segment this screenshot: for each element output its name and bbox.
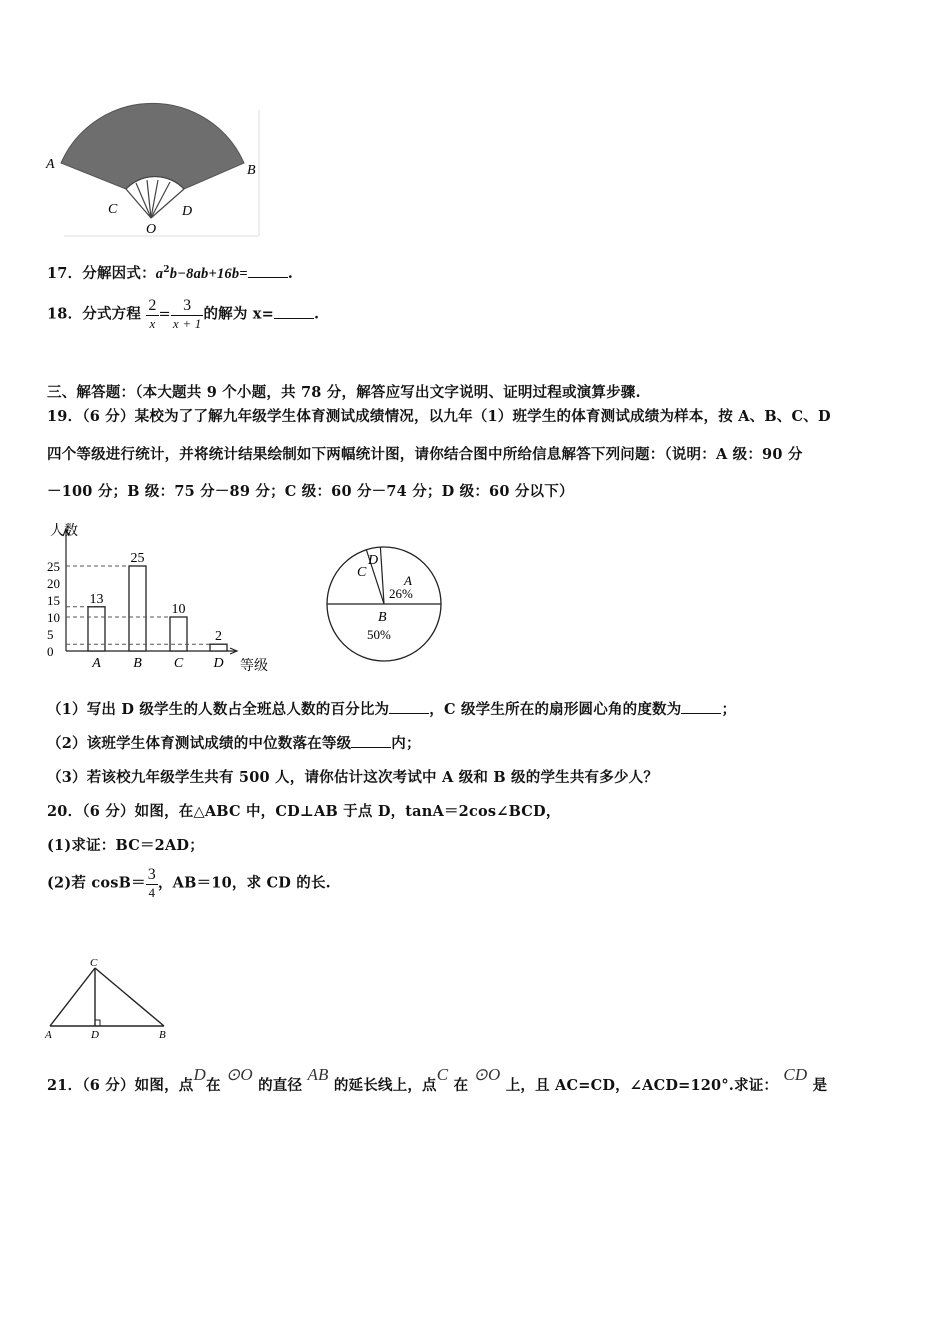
q21-text-5: 上，且 AC=CD，∠ACD=120°.求证： xyxy=(505,1077,779,1094)
bar-category-label: B xyxy=(133,656,142,671)
q17-answer-blank[interactable] xyxy=(248,265,288,278)
q21-point-c: C xyxy=(436,1065,449,1084)
q19-sub1-blank-1[interactable] xyxy=(389,701,429,714)
triangle-label-c: C xyxy=(90,957,98,969)
bar-value-label: 10 xyxy=(171,602,186,617)
bar xyxy=(170,617,187,651)
pie-label-a: A xyxy=(404,573,412,588)
q18-frac1-den: x xyxy=(146,315,158,332)
fan-label-a: A xyxy=(46,157,55,172)
fan-figure xyxy=(44,100,264,240)
bar xyxy=(129,566,146,651)
q21-segment-ab: AB xyxy=(307,1065,329,1084)
triangle-label-a: A xyxy=(45,1029,52,1041)
bar xyxy=(210,644,227,651)
q19-sub2-blank[interactable] xyxy=(351,735,391,748)
q19-sub1-text-c: ； xyxy=(721,701,737,718)
q18-frac1-num: 2 xyxy=(148,297,157,314)
side-ac xyxy=(50,968,95,1026)
bar-x-label: 等级 xyxy=(240,659,268,674)
q19-sub1-text-a: （1）写出 D 级学生的人数占全班总人数的百分比为 xyxy=(47,701,390,718)
q21-segment-cd: CD xyxy=(783,1065,808,1084)
bar-y-tick-label: 10 xyxy=(47,610,60,625)
fan-label-c: C xyxy=(108,202,118,217)
pie-label-a-percent: 26% xyxy=(389,586,413,601)
q17-end: . xyxy=(287,265,294,282)
q18-fraction-1 xyxy=(146,297,158,332)
q19-line-2: 四个等级进行统计，并将统计结果绘制如下两幅统计图，请你结合图中所给信息解答下列问题：（说明：A 级：90 分 xyxy=(47,446,803,463)
q20-frac-num: 3 xyxy=(147,866,156,883)
q18-frac2-num: 3 xyxy=(183,297,192,314)
triangle-label-d: D xyxy=(91,1029,99,1041)
pie-label-c: C xyxy=(357,565,367,580)
q19-sub1-blank-2[interactable] xyxy=(681,701,721,714)
q19-sub-3: （3）若该校九年级学生共有 500 人，请你估计这次考试中 A 级和 B 级的学生共有多少人？ xyxy=(47,769,659,786)
q19-sub2-text-b: 内； xyxy=(391,735,421,752)
fan-label-b: B xyxy=(247,163,256,178)
q21-point-d: D xyxy=(193,1065,206,1084)
q21-text-1: 在 xyxy=(205,1077,221,1094)
q20-line-1: 20．（6 分）如图，在△ABC 中，CD⊥AB 于点 D，tanA＝2cos∠BCD， xyxy=(47,803,561,820)
bar-value-label: 2 xyxy=(215,629,222,645)
triangle-figure xyxy=(42,954,182,1044)
q20-frac-den: 4 xyxy=(146,884,158,901)
q19-sub2-text-a: （2）该班学生体育测试成绩的中位数落在等级 xyxy=(47,735,352,752)
q21-text-2: 的直径 xyxy=(258,1077,303,1094)
q20-line3-text-b: ，AB＝10，求 CD 的长. xyxy=(157,874,331,892)
q19-sub1-text-b: ，C 级学生所在的扇形圆心角的度数为 xyxy=(429,701,682,718)
q21-circle-o-1: ⊙O xyxy=(225,1065,253,1084)
q18-end: . xyxy=(314,305,320,323)
bar-value-label: 25 xyxy=(130,551,145,566)
q21-text-6: 是 xyxy=(812,1077,828,1094)
bar-y-label: 人数 xyxy=(50,524,78,539)
fan-label-o: O xyxy=(146,222,157,237)
bar-y-tick-label: 20 xyxy=(47,576,60,591)
q20-line3-text-a: (2)若 cosB＝ xyxy=(47,874,146,892)
fan-ribs xyxy=(126,177,184,218)
question-18 xyxy=(47,297,319,332)
q20-fraction xyxy=(146,866,158,901)
q21-text-4: 在 xyxy=(453,1077,469,1094)
bar-chart xyxy=(44,520,284,680)
pie-label-b-percent: 50% xyxy=(367,627,391,642)
q18-prefix: 分式方程 xyxy=(82,305,142,323)
q21-number: 21．（6 分）如图，点 xyxy=(47,1077,194,1094)
q17-number: 17． xyxy=(47,265,83,282)
pie-label-d: D xyxy=(368,553,379,568)
q18-fraction-2 xyxy=(171,297,204,332)
q18-answer-blank[interactable] xyxy=(274,306,314,319)
q19-line-3: －100 分；B 级：75 分－89 分；C 级：60 分－74 分；D 级：60 分以下） xyxy=(47,483,574,500)
q18-suffix: 的解为 x= xyxy=(203,305,274,323)
triangle-label-b: B xyxy=(159,1029,166,1041)
question-17 xyxy=(47,262,293,283)
q20-line-2: (1)求证：BC＝2AD； xyxy=(47,837,204,854)
q19-sub-1 xyxy=(47,698,736,719)
q17-expr-rest: b−8ab+16b= xyxy=(169,266,248,282)
q21-text-3: 的延长线上，点 xyxy=(333,1077,437,1094)
q19-line-1: 19．（6 分）某校为了了解九年级学生体育测试成绩情况，以九年（1）班学生的体育测试成绩为样本，按 A、B、C、D xyxy=(47,408,831,425)
q21-circle-o-2: ⊙O xyxy=(473,1065,501,1084)
q19-sub-2 xyxy=(47,732,421,753)
question-21 xyxy=(47,1065,828,1095)
q20-line-3 xyxy=(47,866,331,901)
bar-category-label: C xyxy=(173,656,184,671)
bar-y-tick-label: 5 xyxy=(47,627,54,642)
pie-chart xyxy=(322,543,446,665)
bar-category-label: D xyxy=(213,656,224,671)
fan-label-d: D xyxy=(182,204,193,219)
q18-frac2-den: x + 1 xyxy=(172,316,202,331)
bar-value-label: 13 xyxy=(89,591,104,607)
bar-y-tick-label: 15 xyxy=(47,593,60,608)
q17-prefix: 分解因式： xyxy=(82,265,156,282)
q17-expr-a: a xyxy=(155,266,164,282)
q18-number: 18． xyxy=(47,305,83,323)
bar-y-tick-label: 0 xyxy=(47,644,54,659)
bar-category-label: A xyxy=(92,656,101,671)
bar-y-tick-label: 25 xyxy=(47,559,60,574)
q17-expr-sup: 2 xyxy=(163,265,170,276)
side-bc xyxy=(95,968,164,1026)
section-3-title: 三、解答题：（本大题共 9 个小题，共 78 分，解答应写出文字说明、证明过程或演算步骤. xyxy=(47,384,641,401)
pie-label-b: B xyxy=(378,610,387,625)
q18-equals: = xyxy=(158,306,171,323)
